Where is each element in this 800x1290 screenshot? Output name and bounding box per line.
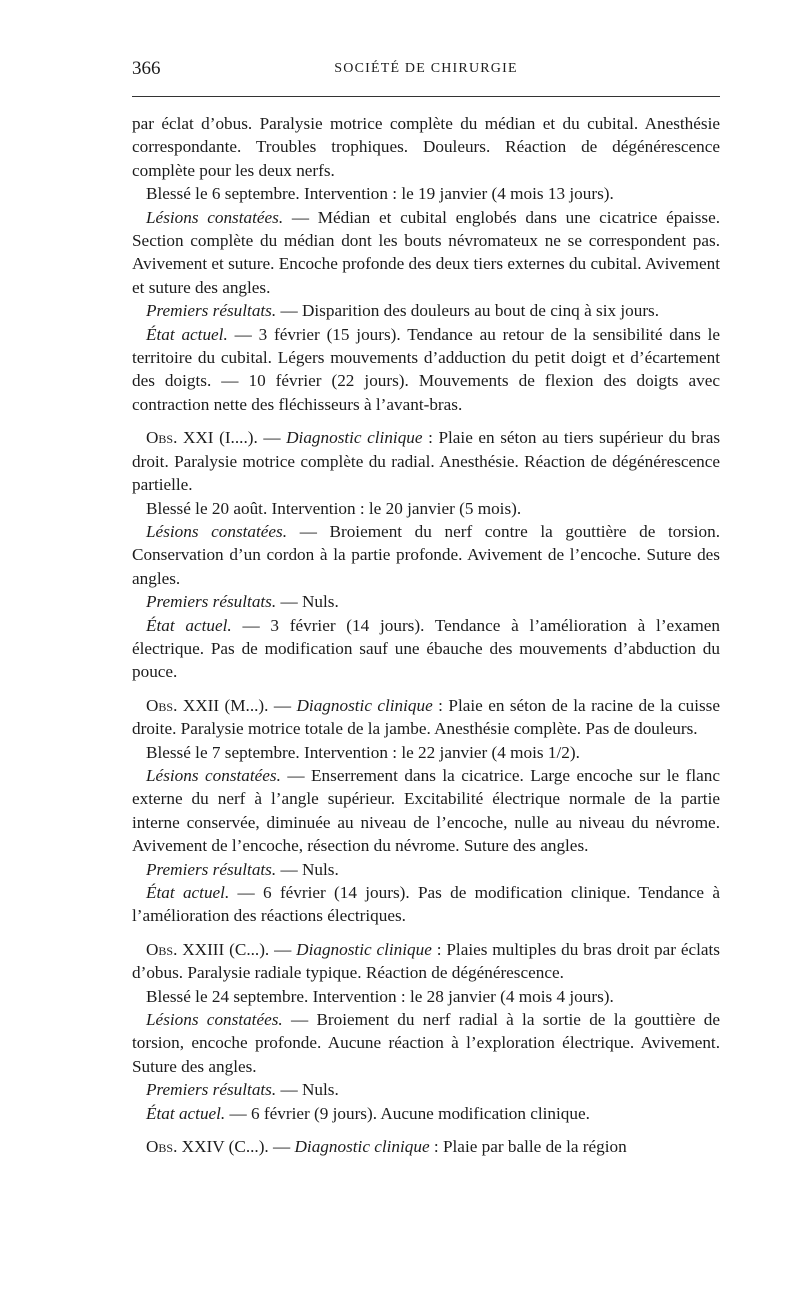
section-label: État actuel. <box>146 1103 226 1123</box>
paragraph <box>132 1102 720 1125</box>
paragraph-text: — 3 février (14 jours). Tendance à l’amélioration à l’examen électrique. Pas de modification sauf une ébauche des mouvements d’abduction du pouce. <box>132 615 720 682</box>
section-label: Premiers résultats. <box>146 592 277 612</box>
section-label: État actuel. <box>146 615 232 635</box>
section-label: Lésions constatées. <box>146 765 281 785</box>
paragraph: Obs. XXIII (C...). — Diagnostic clinique : Plaies multiples du bras droit par éclats d’obus. Paralysie radiale typique. Réaction de dégénérescence. <box>132 939 720 983</box>
header-rule <box>132 96 720 97</box>
page-header <box>132 56 720 86</box>
paragraph-text: : Plaies multiples du bras droit par éclats d’obus. Paralysie radiale typique. Réaction de dégénérescence. <box>132 939 720 983</box>
paragraph-text: — Nuls. <box>276 592 339 612</box>
paragraph <box>132 299 720 322</box>
section-label: Premiers résultats. <box>146 301 277 321</box>
paragraph: Obs. XXI (I....). — Diagnostic clinique : Plaie en séton au tiers supérieur du bras droit. Paralysie motrice complète du radial. Anesthésie. Réaction de dégénérescence partielle. <box>132 428 721 495</box>
paragraph-text: — 6 février (14 jours). Pas de modification clinique. Tendance à l’amélioration des réactions électriques. <box>132 883 720 926</box>
paragraph <box>132 497 720 520</box>
paragraph-text: Blessé le 20 août. Intervention : le 20 janvier (5 mois). <box>146 498 522 518</box>
section-label: État actuel. <box>146 883 230 902</box>
paragraph <box>132 985 720 1008</box>
paragraph-text: : Plaie par balle de la région <box>429 1137 627 1157</box>
observation-number: Obs. XXIII (C...). <box>146 939 270 959</box>
section-label: État actuel. <box>146 324 228 344</box>
section-label: Diagnostic clinique <box>286 428 423 448</box>
section-label: Diagnostic clinique <box>296 695 433 715</box>
paragraph <box>132 206 720 300</box>
observation-number: Obs. XXIV (C...). <box>146 1137 269 1157</box>
section-label: Premiers résultats. <box>146 859 277 879</box>
paragraph-text: Blessé le 24 septembre. Intervention : le 28 janvier (4 mois 4 jours). <box>146 986 614 1006</box>
paragraph-text: — Nuls. <box>276 859 339 879</box>
paragraph <box>132 520 720 590</box>
paragraph <box>132 614 720 684</box>
running-title: SOCIÉTÉ DE CHIRURGIE <box>334 61 518 76</box>
paragraph-text: Blessé le 6 septembre. Intervention : le 19 janvier (4 mois 13 jours). <box>146 184 614 204</box>
paragraph-text: — Enserrement dans la cicatrice. Large encoche sur le flanc externe du nerf à l’angle supérieur. Excitabilité électrique normale de la partie interne conservée, diminuée au niveau de l’encoche, nulle au niveau du névrome. Avivement de l’encoche, résection du névrome. Suture des angles. <box>132 765 720 856</box>
observation-number: Obs. XXII (M...). <box>146 695 269 715</box>
section-label: Lésions constatées. <box>146 1010 283 1030</box>
section-label: Diagnostic clinique <box>294 1137 430 1157</box>
paragraph-text: — Nuls. <box>276 1080 339 1100</box>
paragraph <box>132 182 720 205</box>
paragraph <box>132 741 720 764</box>
paragraph <box>132 881 720 928</box>
paragraph-text: — 6 février (9 jours). Aucune modification clinique. <box>225 1103 590 1123</box>
section-label: Premiers résultats. <box>146 1080 277 1100</box>
paragraph-text: — Médian et cubital englobés dans une cicatrice épaisse. Section complète du médian dont les bouts névromateux ne se correspondent pas. Avivement et suture. Encoche profonde des deux tiers externes du cubital. Avivement et suture des angles. <box>132 207 720 297</box>
page-body <box>132 112 720 1158</box>
paragraph-text: — Broiement du nerf radial à la sortie de la gouttière de torsion, encoche profonde. Aucune réaction à l’exploration électrique. Avivement. Suture des angles. <box>132 1010 720 1076</box>
section-label: Lésions constatées. <box>146 207 284 227</box>
paragraph <box>132 858 720 881</box>
paragraph <box>132 112 720 182</box>
paragraph-text: Blessé le 7 septembre. Intervention : le 22 janvier (4 mois 1/2). <box>146 742 580 762</box>
paragraph: Obs. XXII (M...). — Diagnostic clinique : Plaie en séton de la racine de la cuisse droite. Paralysie motrice totale de la jambe. Anesthésie complète. Pas de douleurs. <box>132 695 720 739</box>
paragraph-text: par éclat d’obus. Paralysie motrice complète du médian et du cubital. Anesthésie correspondante. Troubles trophiques. Douleurs. Réaction de dégénérescence complète pour les deux nerfs. <box>132 114 720 180</box>
paragraph-text: — Broiement du nerf contre la gouttière de torsion. Conservation d’un cordon à la partie profonde. Avivement de l’encoche. Suture des angles. <box>132 521 721 588</box>
page-number: 366 <box>132 58 161 79</box>
paragraph <box>132 323 720 417</box>
section-label: Lésions constatées. <box>146 521 288 541</box>
paragraph <box>132 764 720 858</box>
observation-number: Obs. XXI (I....). <box>146 428 258 448</box>
paragraph-text: : Plaie en séton au tiers supérieur du bras droit. Paralysie motrice complète du radial. Anesthésie. Réaction de dégénérescence partielle. <box>132 428 721 495</box>
paragraph-text: — Disparition des douleurs au bout de cinq à six jours. <box>276 301 660 321</box>
paragraph <box>132 590 720 613</box>
paragraph <box>132 1008 720 1078</box>
paragraph: Obs. XXIV (C...). — Diagnostic clinique : Plaie par balle de la région <box>146 1137 627 1157</box>
paragraph <box>132 1078 720 1101</box>
section-label: Diagnostic clinique <box>296 939 432 959</box>
paragraph-text: : Plaie en séton de la racine de la cuisse droite. Paralysie motrice totale de la jambe. Anesthésie complète. Pas de douleurs. <box>132 695 720 739</box>
paragraph-text: — 3 février (15 jours). Tendance au retour de la sensibilité dans le territoire du cubital. Légers mouvements d’adduction du petit doigt et d’écartement des doigts. — 10 février (22 jours). Mouvements de flexion des doigts avec contraction nette des fléchisseurs à l’avant-bras. <box>132 324 720 414</box>
